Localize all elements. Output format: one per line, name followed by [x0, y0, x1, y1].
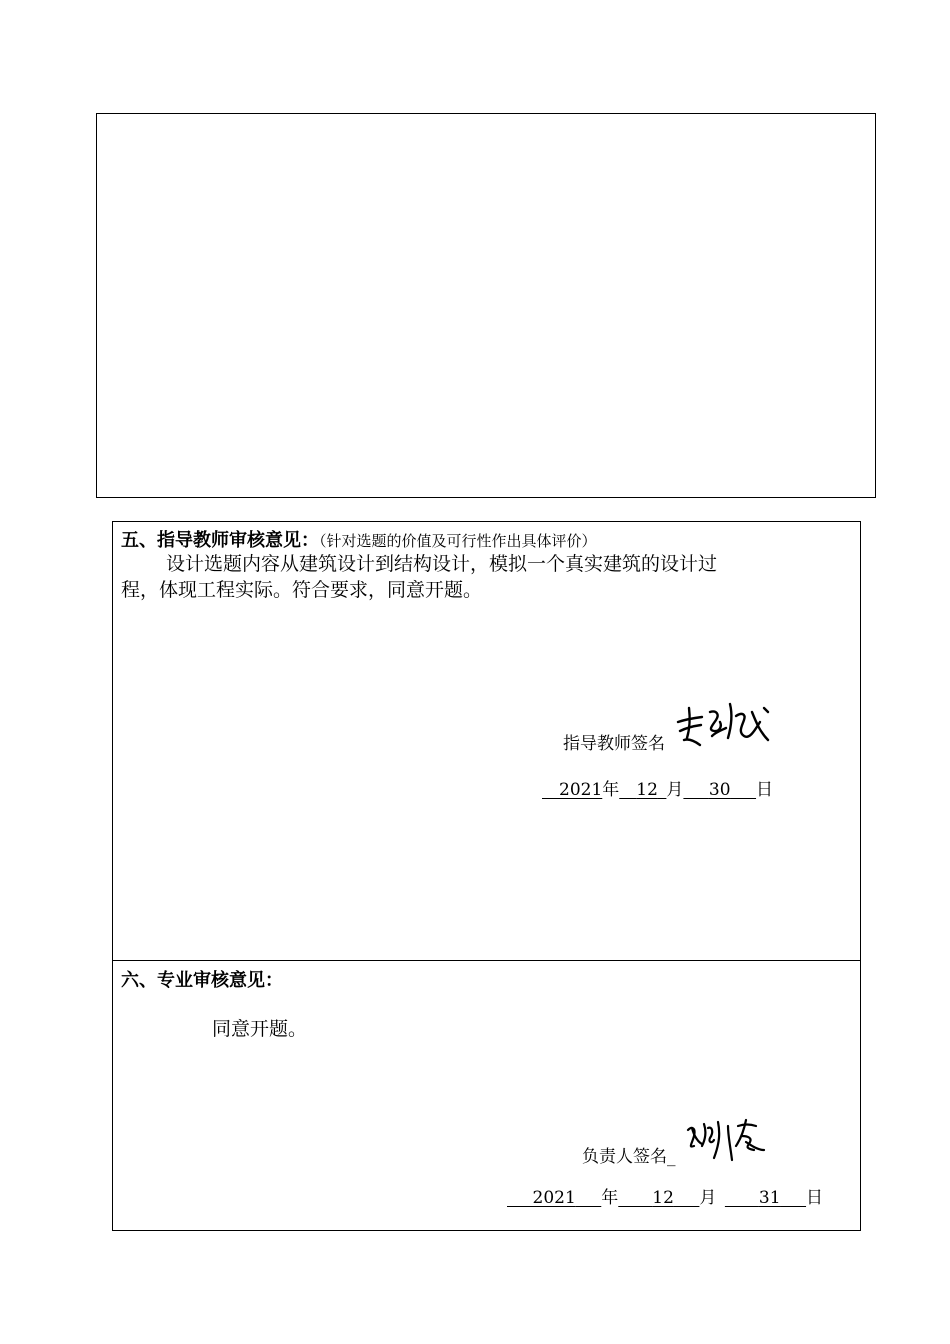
section6-year-unit: 年	[601, 1188, 619, 1208]
section5-header	[121, 526, 597, 552]
section6-date-day: 31	[758, 1188, 781, 1208]
section6-sign-label: 负责人签名_	[582, 1147, 676, 1167]
section5-title: 五、指导教师审核意见：	[121, 530, 319, 551]
section5-date-day: 30	[708, 780, 731, 800]
section5-year-unit: 年	[602, 780, 620, 800]
section5-opinion-line2: 程，体现工程实际。符合要求，同意开题。	[121, 579, 483, 601]
advisor-signature	[672, 698, 776, 750]
section6-month-unit: 月	[699, 1188, 717, 1208]
responsible-signature	[684, 1114, 768, 1164]
section5-note: （针对选题的价值及可行性作出具体评价）	[319, 532, 597, 550]
section6-day-unit: 日	[806, 1188, 824, 1208]
section5-month-unit: 月	[666, 780, 684, 800]
table-divider	[112, 960, 861, 961]
section5-opinion-line1: 设计选题内容从建筑设计到结构设计，模拟一个真实建筑的设计过	[166, 553, 718, 575]
section6-date-month: 12	[652, 1188, 674, 1208]
section6-date	[507, 1183, 823, 1208]
section5-date	[542, 775, 773, 800]
section6-title: 六、专业审核意见：	[121, 970, 283, 991]
section6-opinion: 同意开题。	[212, 1018, 308, 1040]
section5-date-year: 2021	[559, 780, 603, 800]
section5-sign-label: 指导教师签名	[563, 734, 665, 754]
section5-date-month: 12	[636, 780, 658, 800]
blank-content-box	[96, 113, 876, 498]
section6-date-year: 2021	[532, 1188, 576, 1208]
section5-day-unit: 日	[756, 780, 774, 800]
